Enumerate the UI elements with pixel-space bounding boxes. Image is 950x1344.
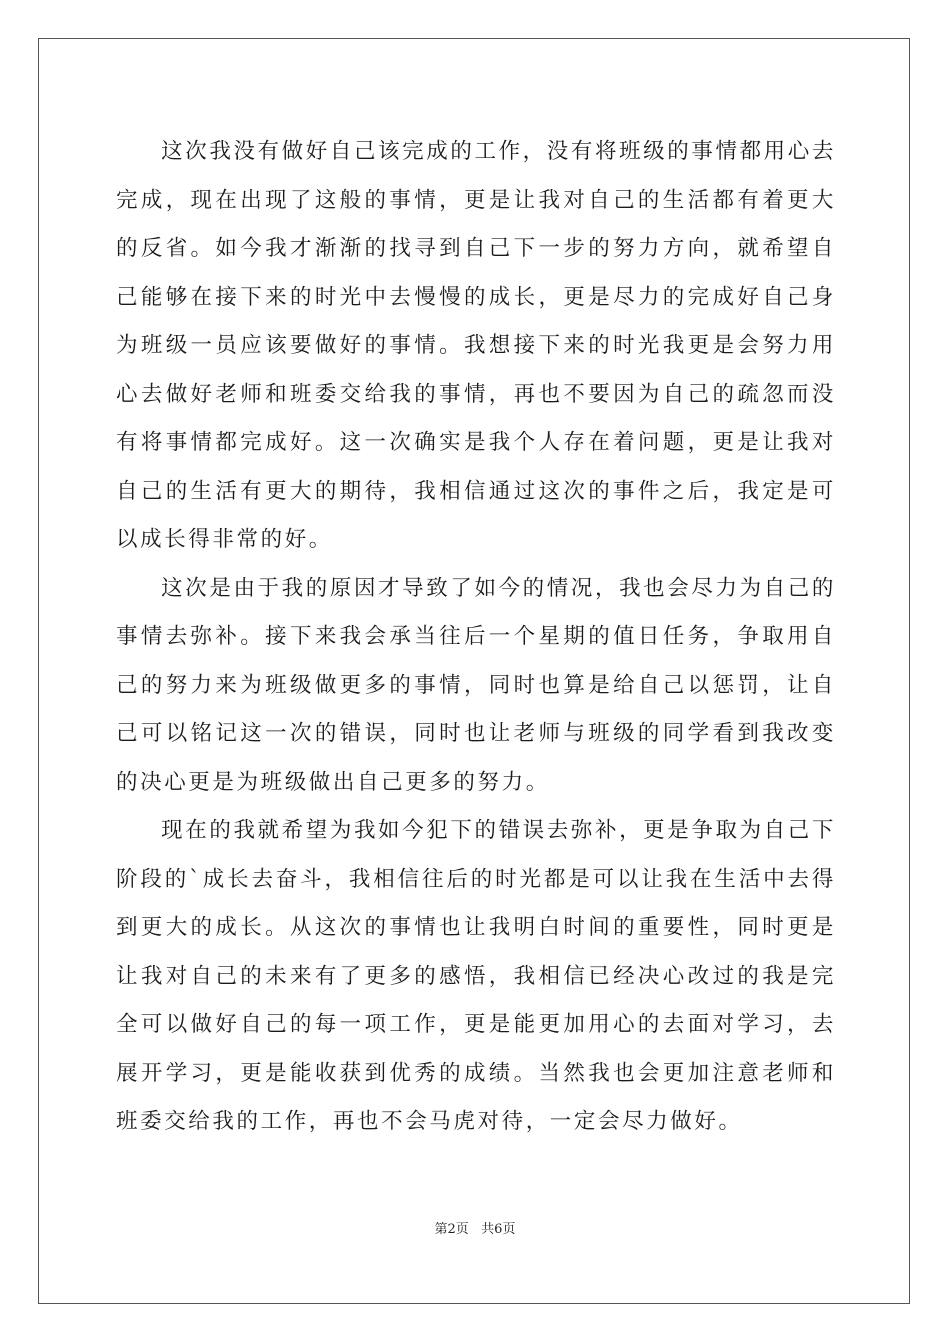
- page-footer-indicator: 第2页 共6页: [434, 1222, 516, 1237]
- paragraph-2: 这次是由于我的原因才导致了如今的情况，我也会尽力为自己的事情去弥补。接下来我会承当往后一个星期的值日任务，争取用自己的努力来为班级做更多的事情，同时也算是给自己以惩罚，让自己可以铭记这一次的错误，同时也让老师与班级的同学看到我改变的决心更是为班级做出自己更多的努力。: [116, 575, 836, 795]
- document-body: [116, 128, 836, 1147]
- paragraph-1: 这次我没有做好自己该完成的工作，没有将班级的事情都用心去完成，现在出现了这般的事情，更是让我对自己的生活都有着更大的反省。如今我才渐渐的找寻到自己下一步的努力方向，就希望自己能够在接下来的时光中去慢慢的成长，更是尽力的完成好自己身为班级一员应该要做好的事情。我想接下来的时光我更是会努力用心去做好老师和班委交给我的事情，再也不要因为自己的疏忽而没有将事情都完成好。这一次确实是我个人存在着问题，更是让我对自己的生活有更大的期待，我相信通过这次的事件之后，我定是可以成长得非常的好。: [116, 139, 836, 552]
- paragraph-3: 现在的我就希望为我如今犯下的错误去弥补，更是争取为自己下阶段的`成长去奋斗，我相信往后的时光都是可以让我在生活中去得到更大的成长。从这次的事情也让我明白时间的重要性，同时更是让我对自己的未来有了更多的感悟，我相信已经决心改过的我是完全可以做好自己的每一项工作，更是能更加用心的去面对学习，去展开学习，更是能收获到优秀的成绩。当然我也会更加注意老师和班委交给我的工作，再也不会马虎对待，一定会尽力做好。: [116, 818, 836, 1134]
